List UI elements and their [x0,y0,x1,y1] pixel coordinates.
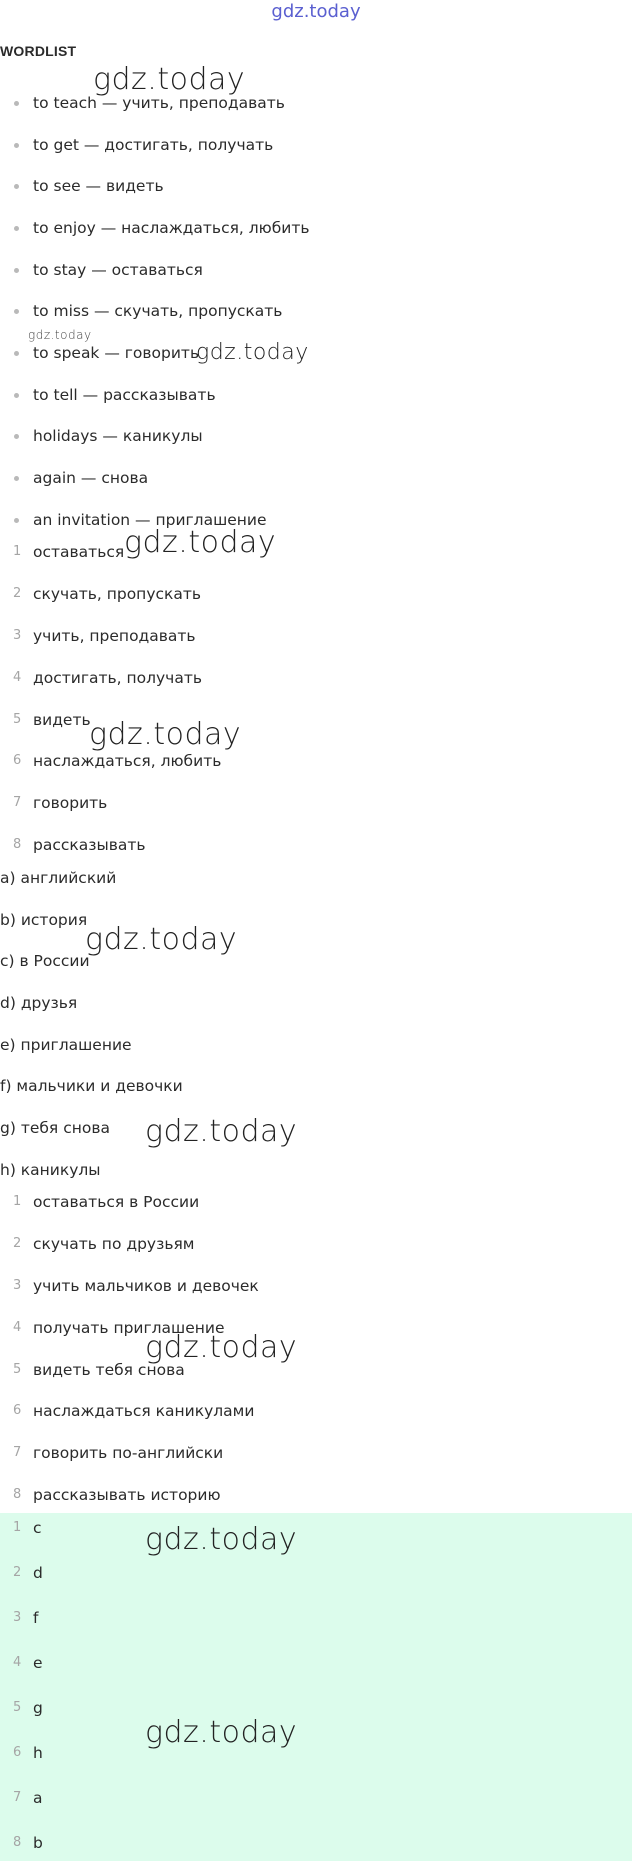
site-logo[interactable]: gdz.today [271,1,361,22]
watermark: gdz.today [145,1330,298,1365]
bullet-icon [14,393,19,398]
bullet-icon [14,143,19,148]
bullet-icon [14,476,19,481]
wordlist-heading: WORDLIST [0,43,77,59]
bullet-icon [14,351,19,356]
answers-block: 1 c 2 d 3 f 4 e 5 g 6 h 7 a 8 b [0,1513,632,1861]
bullet-icon [14,226,19,231]
watermark: gdz.today [145,1114,298,1149]
bullet-icon [14,518,19,523]
bullet-icon [14,268,19,273]
watermark: gdz.today [196,340,309,365]
watermark: gdz.today [28,328,92,342]
bullet-icon [14,309,19,314]
watermark: gdz.today [93,62,246,97]
watermark: gdz.today [89,717,242,752]
bullet-icon [14,101,19,106]
watermark: gdz.today [124,525,277,560]
watermark: gdz.today [145,1522,298,1557]
watermark: gdz.today [85,922,238,957]
bullet-icon [14,434,19,439]
watermark: gdz.today [145,1715,298,1750]
bullet-icon [14,184,19,189]
